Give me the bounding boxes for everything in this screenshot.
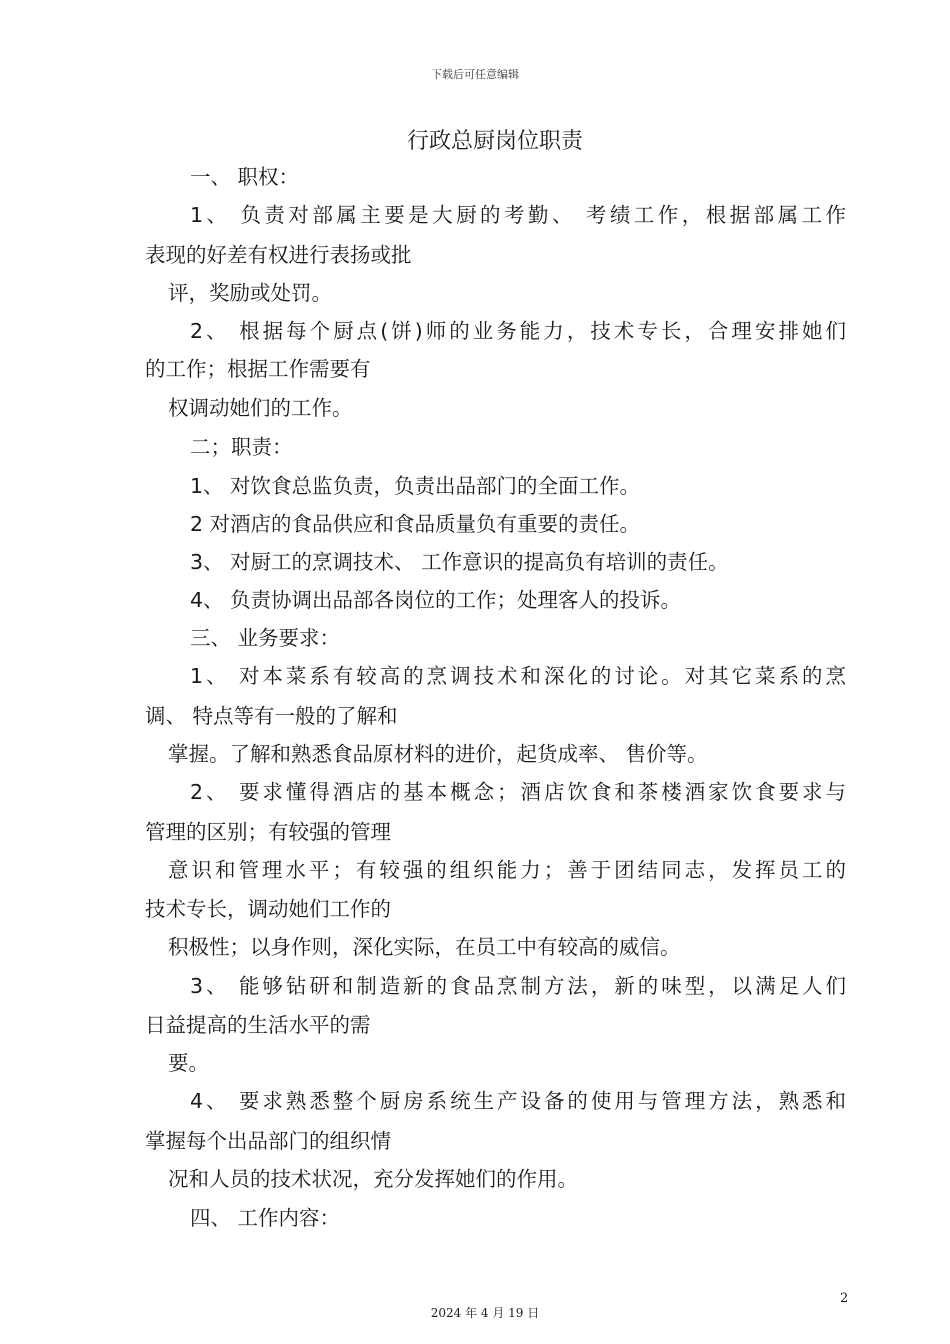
header-note: 下载后可任意编辑 [431, 68, 519, 81]
paragraph-line: 2 对酒店的食品供应和食品质量负有重要的责任。 [190, 512, 641, 536]
paragraph-line: 技术专长，调动她们工作的 [145, 897, 391, 921]
paragraph-line: 4、 负责协调出品部各岗位的工作；处理客人的投诉。 [190, 588, 682, 612]
section-heading: 二；职责： [190, 435, 293, 459]
paragraph-line: 2、 要求懂得酒店的基本概念；酒店饮食和茶楼酒家饮食要求与 [190, 780, 846, 804]
paragraph-line: 1、 对本菜系有较高的烹调技术和深化的讨论。对其它菜系的烹 [190, 664, 846, 688]
paragraph-line: 管理的区别；有较强的管理 [145, 820, 391, 844]
paragraph-line: 2、 根据每个厨点(饼)师的业务能力，技术专长，合理安排她们 [190, 319, 846, 343]
paragraph-line: 积极性；以身作则，深化实际，在员工中有较高的威信。 [168, 935, 681, 959]
paragraph-line: 掌握每个出品部门的组织情 [145, 1129, 391, 1153]
section-heading: 三、 业务要求： [190, 626, 341, 650]
paragraph-line: 况和人员的技术状况，充分发挥她们的作用。 [168, 1167, 578, 1191]
section-heading: 一、 职权： [190, 165, 300, 189]
paragraph-line: 4、 要求熟悉整个厨房系统生产设备的使用与管理方法，熟悉和 [190, 1089, 846, 1113]
section-heading: 四、 工作内容： [190, 1206, 341, 1230]
paragraph-line: 1、 对饮食总监负责，负责出品部门的全面工作。 [190, 474, 641, 498]
paragraph-line: 权调动她们的工作。 [168, 396, 353, 420]
paragraph-line: 掌握。了解和熟悉食品原材料的进价，起货成率、 售价等。 [168, 742, 708, 766]
paragraph-line: 意识和管理水平；有较强的组织能力；善于团结同志，发挥员工的 [168, 858, 846, 882]
paragraph-line: 表现的好差有权进行表扬或批 [145, 243, 412, 267]
paragraph-line: 1、 负责对部属主要是大厨的考勤、 考绩工作，根据部属工作 [190, 203, 846, 227]
paragraph-line: 的工作；根据工作需要有 [145, 357, 371, 381]
paragraph-line: 3、 能够钻研和制造新的食品烹制方法，新的味型，以满足人们 [190, 974, 846, 998]
footer-date: 2024 年 4 月 19 日 [430, 1306, 540, 1320]
paragraph-line: 调、 特点等有一般的了解和 [145, 704, 398, 728]
paragraph-line: 3、 对厨工的烹调技术、 工作意识的提高负有培训的责任。 [190, 550, 729, 574]
paragraph-line: 评，奖励或处罚。 [168, 281, 332, 305]
paragraph-line: 日益提高的生活水平的需 [145, 1013, 371, 1037]
page-number: 2 [840, 1291, 849, 1306]
document-title: 行政总厨岗位职责 [406, 129, 583, 154]
paragraph-line: 要。 [168, 1051, 209, 1075]
